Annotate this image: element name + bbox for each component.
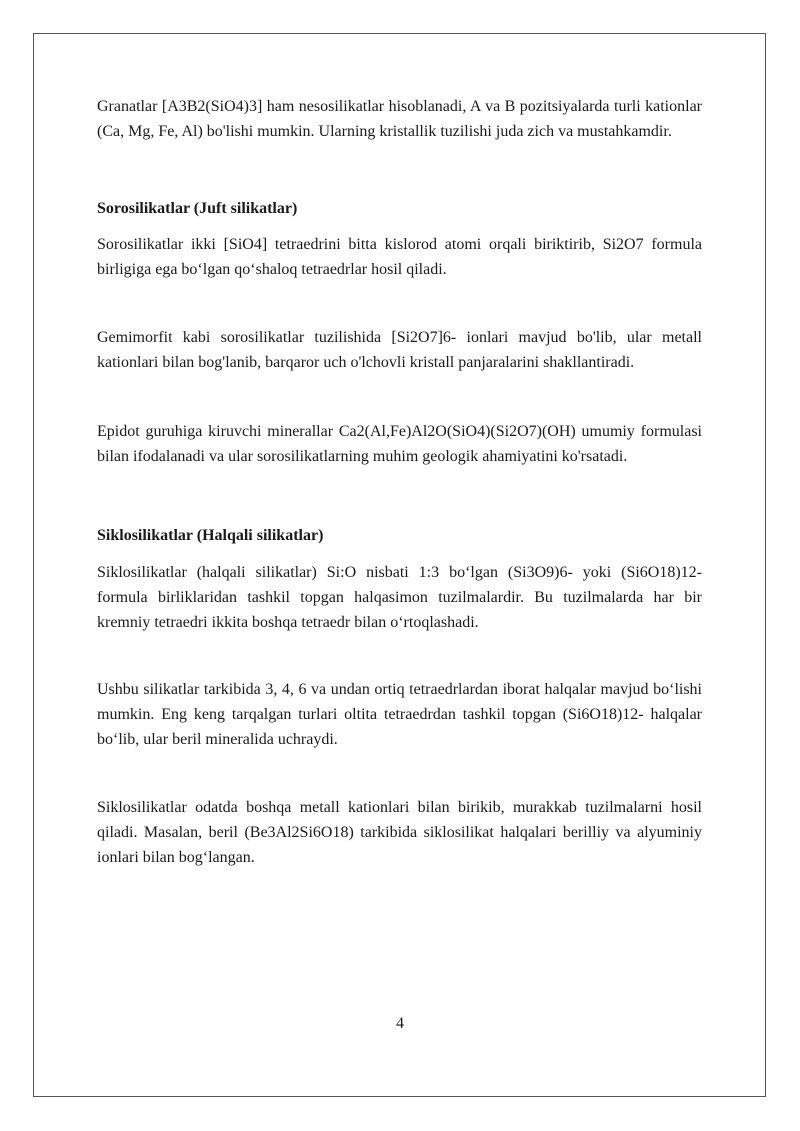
paragraph-granatlar: Granatlar [A3B2(SiO4)3] ham nesosilikatlar hisoblanadi, A va B pozitsiyalarda turli kationlar (Ca, Mg, Fe, Al) bo'lishi mumkin. Ularning kristallik tuzilishi juda zich va mustahkamdir.: [97, 98, 702, 140]
paragraph-epidot: Epidot guruhiga kiruvchi minerallar Ca2(Al,Fe)Al2O(SiO4)(Si2O7)(OH) umumiy formulasi bilan ifodalanadi va ular sorosilikatlarning muhim geologik ahamiyatini ko'rsatadi.: [97, 423, 702, 465]
page-number: 4: [396, 1015, 404, 1032]
heading-siklosilikatlar: Siklosilikatlar (Halqali silikatlar): [97, 527, 324, 544]
paragraph-gemimorfit: Gemimorfit kabi sorosilikatlar tuzilishida [Si2O7]6- ionlari mavjud bo'lib, ular metall kationlari bilan bog'lanib, barqaror uch o'lchovli kristall panjaralarini shakllantiradi.: [97, 329, 702, 371]
heading-sorosilikatlar: Sorosilikatlar (Juft silikatlar): [97, 200, 298, 217]
paragraph-sorosilikatlar-intro: Sorosilikatlar ikki [SiO4] tetraedrini bitta kislorod atomi orqali biriktirib, Si2O7 formula birligiga ega bo‘lgan qo‘shaloq tetraedrlar hosil qiladi.: [97, 236, 702, 278]
paragraph-ushbu-silikatlar: Ushbu silikatlar tarkibida 3, 4, 6 va undan ortiq tetraedrlardan iborat halqalar mavjud bo‘lishi mumkin. Eng keng tarqalgan turlari oltita tetraedrdan tashkil topgan (Si6O18)12- halqalar bo‘lib, ular beril mineralida uchraydi.: [97, 681, 702, 748]
paragraph-beril: Siklosilikatlar odatda boshqa metall kationlari bilan birikib, murakkab tuzilmalarni hosil qiladi. Masalan, beril (Be3Al2Si6O18) tarkibida siklosilikat halqalari berilliy va alyuminiy ionlari bilan bog‘langan.: [97, 799, 702, 866]
document-body: [97, 94, 702, 870]
paragraph-siklosilikatlar-intro: Siklosilikatlar (halqali silikatlar) Si:O nisbati 1:3 bo‘lgan (Si3O9)6- yoki (Si6O18)12- formula birliklaridan tashkil topgan halqasimon tuzilmalardir. Bu tuzilmalarda har bir kremniy tetraedri ikkita boshqa tetraedr bilan o‘rtoqlashadi.: [97, 564, 702, 631]
